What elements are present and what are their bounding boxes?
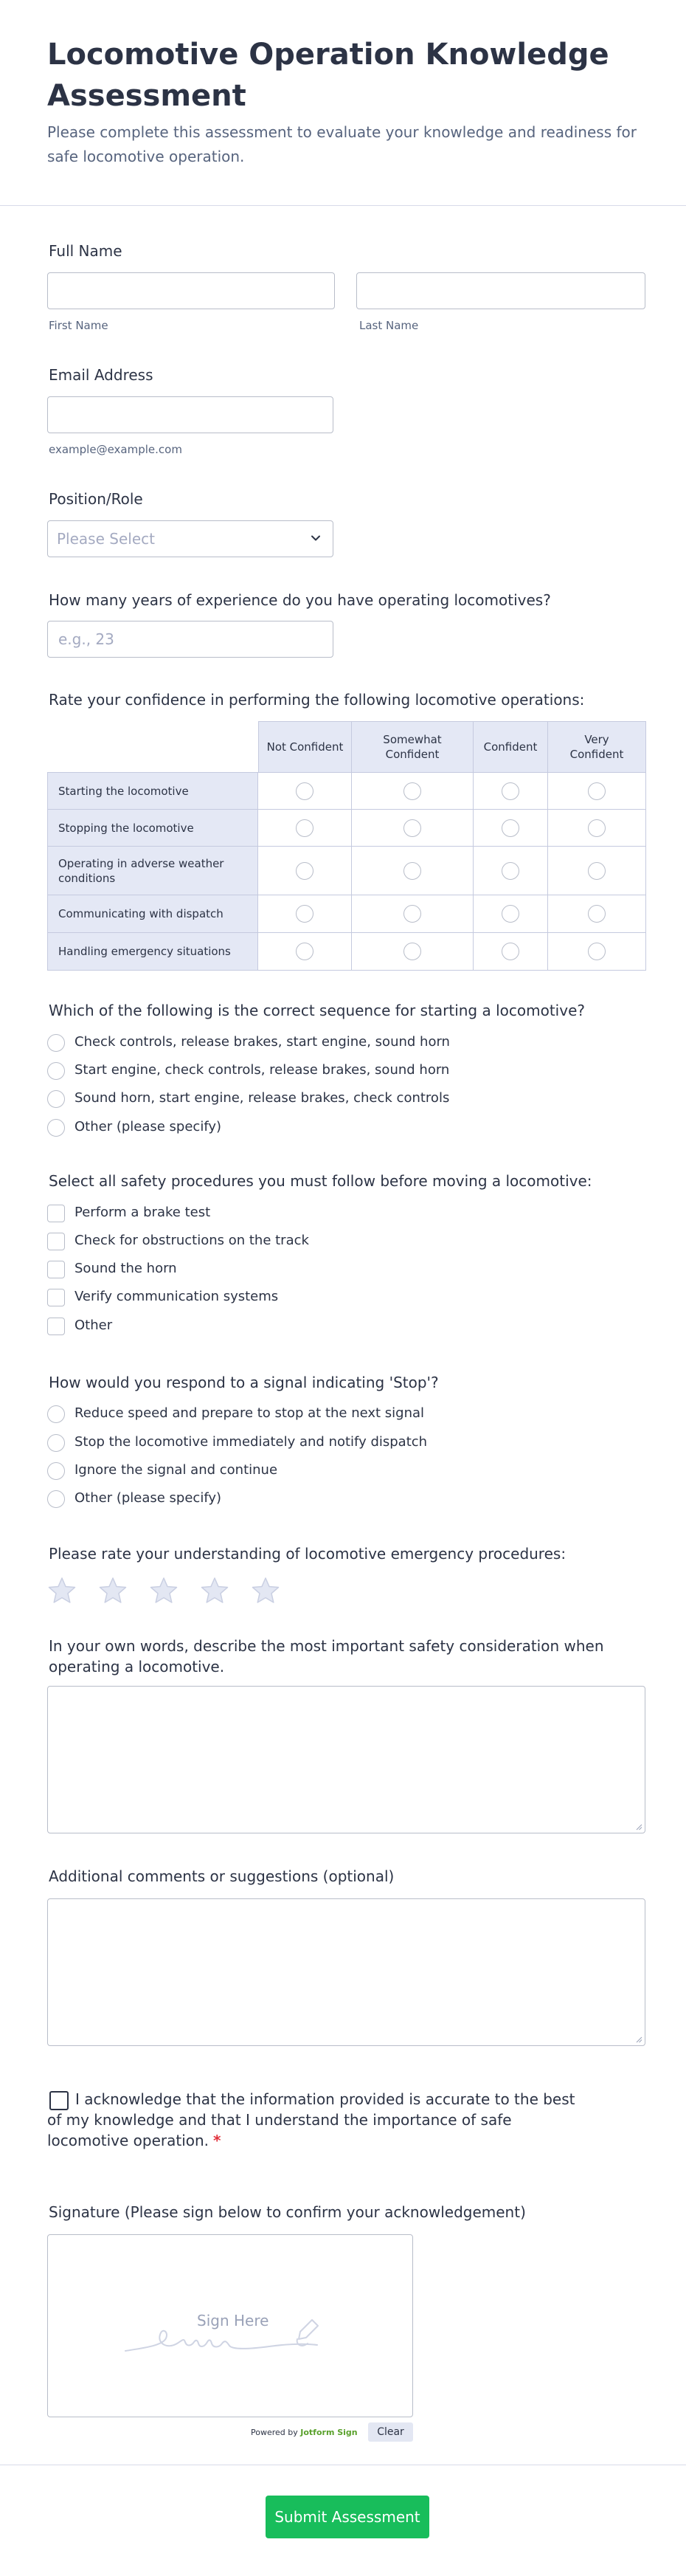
matrix-col-somewhat-confident: Somewhat Confident bbox=[351, 721, 474, 773]
signal-label: How would you respond to a signal indicating 'Stop'? bbox=[49, 1374, 439, 1391]
last-name-input[interactable] bbox=[356, 272, 645, 309]
star-icon[interactable] bbox=[98, 1576, 128, 1605]
last-name-sublabel: Last Name bbox=[359, 319, 419, 332]
full-name-label: Full Name bbox=[49, 242, 122, 260]
resize-grip-icon[interactable] bbox=[635, 1823, 642, 1831]
sequence-label: Which of the following is the correct sequence for starting a locomotive? bbox=[49, 1002, 585, 1019]
email-label: Email Address bbox=[49, 366, 153, 384]
acknowledge-text: I acknowledge that the information provided is accurate to the best of my knowledge and that I understand the importance of safe locomotive operation. * bbox=[47, 2090, 575, 2149]
star-icon[interactable] bbox=[47, 1576, 77, 1605]
position-select[interactable] bbox=[47, 520, 333, 557]
matrix-radio[interactable] bbox=[588, 819, 606, 837]
radio-button[interactable] bbox=[47, 1434, 65, 1452]
first-name-input[interactable] bbox=[47, 272, 335, 309]
radio-button[interactable] bbox=[47, 1119, 65, 1137]
signature-pad[interactable] bbox=[47, 2234, 413, 2417]
matrix-col-confident: Confident bbox=[473, 721, 548, 773]
star-icon[interactable] bbox=[200, 1576, 229, 1605]
matrix-radio[interactable] bbox=[296, 943, 313, 960]
form-title: Locomotive Operation Knowledge Assessment bbox=[47, 38, 609, 113]
matrix-radio[interactable] bbox=[588, 862, 606, 880]
radio-button[interactable] bbox=[47, 1062, 65, 1080]
form-header bbox=[0, 0, 686, 206]
checkbox[interactable] bbox=[47, 1233, 65, 1250]
checkbox[interactable] bbox=[47, 1261, 65, 1278]
matrix-radio[interactable] bbox=[296, 905, 313, 923]
matrix-col-very-confident: Very Confident bbox=[547, 721, 646, 773]
matrix-radio[interactable] bbox=[502, 943, 519, 960]
matrix-row-label: Operating in adverse weather conditions bbox=[47, 846, 258, 895]
matrix-radio[interactable] bbox=[296, 782, 313, 800]
submit-button[interactable]: Submit Assessment bbox=[266, 2496, 429, 2538]
safety-textarea[interactable] bbox=[47, 1686, 645, 1833]
radio-button[interactable] bbox=[47, 1405, 65, 1423]
matrix-radio[interactable] bbox=[588, 782, 606, 800]
star-icon[interactable] bbox=[251, 1576, 280, 1605]
matrix-row bbox=[47, 772, 646, 810]
email-input[interactable] bbox=[47, 396, 333, 433]
comments-textarea[interactable] bbox=[47, 1898, 645, 2046]
matrix-radio[interactable] bbox=[296, 819, 313, 837]
powered-by: Powered by Jotform Sign bbox=[251, 2428, 358, 2437]
matrix-col-not-confident: Not Confident bbox=[258, 721, 352, 773]
matrix-radio[interactable] bbox=[588, 905, 606, 923]
radio-button[interactable] bbox=[47, 1462, 65, 1480]
matrix-row bbox=[47, 846, 646, 895]
matrix-radio[interactable] bbox=[588, 943, 606, 960]
clear-signature-button[interactable]: Clear bbox=[368, 2422, 413, 2442]
signature-placeholder: Sign Here bbox=[197, 2312, 269, 2329]
position-label: Position/Role bbox=[49, 490, 143, 508]
safety-label: Select all safety procedures you must follow before moving a locomotive: bbox=[49, 1172, 592, 1190]
jotform-sign-brand[interactable]: Jotform Sign bbox=[300, 2428, 358, 2437]
experience-input[interactable] bbox=[47, 621, 333, 658]
required-mark: * bbox=[213, 2132, 221, 2149]
matrix-radio[interactable] bbox=[502, 905, 519, 923]
star-icon[interactable] bbox=[149, 1576, 179, 1605]
matrix-row-label: Starting the locomotive bbox=[47, 772, 258, 810]
matrix-radio[interactable] bbox=[403, 782, 421, 800]
checkbox[interactable] bbox=[47, 1205, 65, 1222]
matrix-radio[interactable] bbox=[403, 943, 421, 960]
checkbox[interactable] bbox=[47, 1289, 65, 1306]
radio-button[interactable] bbox=[47, 1034, 65, 1052]
confidence-label: Rate your confidence in performing the following locomotive operations: bbox=[49, 691, 585, 709]
emergency-rating-label: Please rate your understanding of locomotive emergency procedures: bbox=[49, 1545, 567, 1563]
resize-grip-icon[interactable] bbox=[635, 2036, 642, 2043]
first-name-sublabel: First Name bbox=[49, 319, 108, 332]
matrix-radio[interactable] bbox=[296, 862, 313, 880]
matrix-row bbox=[47, 895, 646, 933]
matrix-row bbox=[47, 809, 646, 847]
radio-button[interactable] bbox=[47, 1490, 65, 1508]
signature-label: Signature (Please sign below to confirm your acknowledgement) bbox=[49, 2203, 526, 2221]
chevron-down-icon bbox=[309, 531, 322, 545]
matrix-row-label: Stopping the locomotive bbox=[47, 809, 258, 847]
matrix-row bbox=[47, 932, 646, 971]
matrix-row-label: Handling emergency situations bbox=[47, 932, 258, 971]
safety-text-label: In your own words, describe the most important safety consideration when operating a locomotive. bbox=[49, 1637, 604, 1676]
matrix-radio[interactable] bbox=[502, 819, 519, 837]
comments-label: Additional comments or suggestions (optional) bbox=[49, 1867, 395, 1885]
matrix-radio[interactable] bbox=[502, 782, 519, 800]
matrix-row-label: Communicating with dispatch bbox=[47, 895, 258, 933]
matrix-radio[interactable] bbox=[403, 862, 421, 880]
matrix-radio[interactable] bbox=[502, 862, 519, 880]
experience-label: How many years of experience do you have operating locomotives? bbox=[49, 591, 551, 609]
radio-button[interactable] bbox=[47, 1090, 65, 1108]
matrix-radio[interactable] bbox=[403, 819, 421, 837]
matrix-radio[interactable] bbox=[403, 905, 421, 923]
form-subtitle: Please complete this assessment to evaluate your knowledge and readiness for safe locomotive operation. bbox=[47, 123, 637, 165]
checkbox[interactable] bbox=[47, 1318, 65, 1335]
position-select-value: Please Select bbox=[57, 530, 155, 548]
email-sublabel: example@example.com bbox=[49, 443, 182, 456]
confidence-matrix bbox=[47, 721, 646, 971]
